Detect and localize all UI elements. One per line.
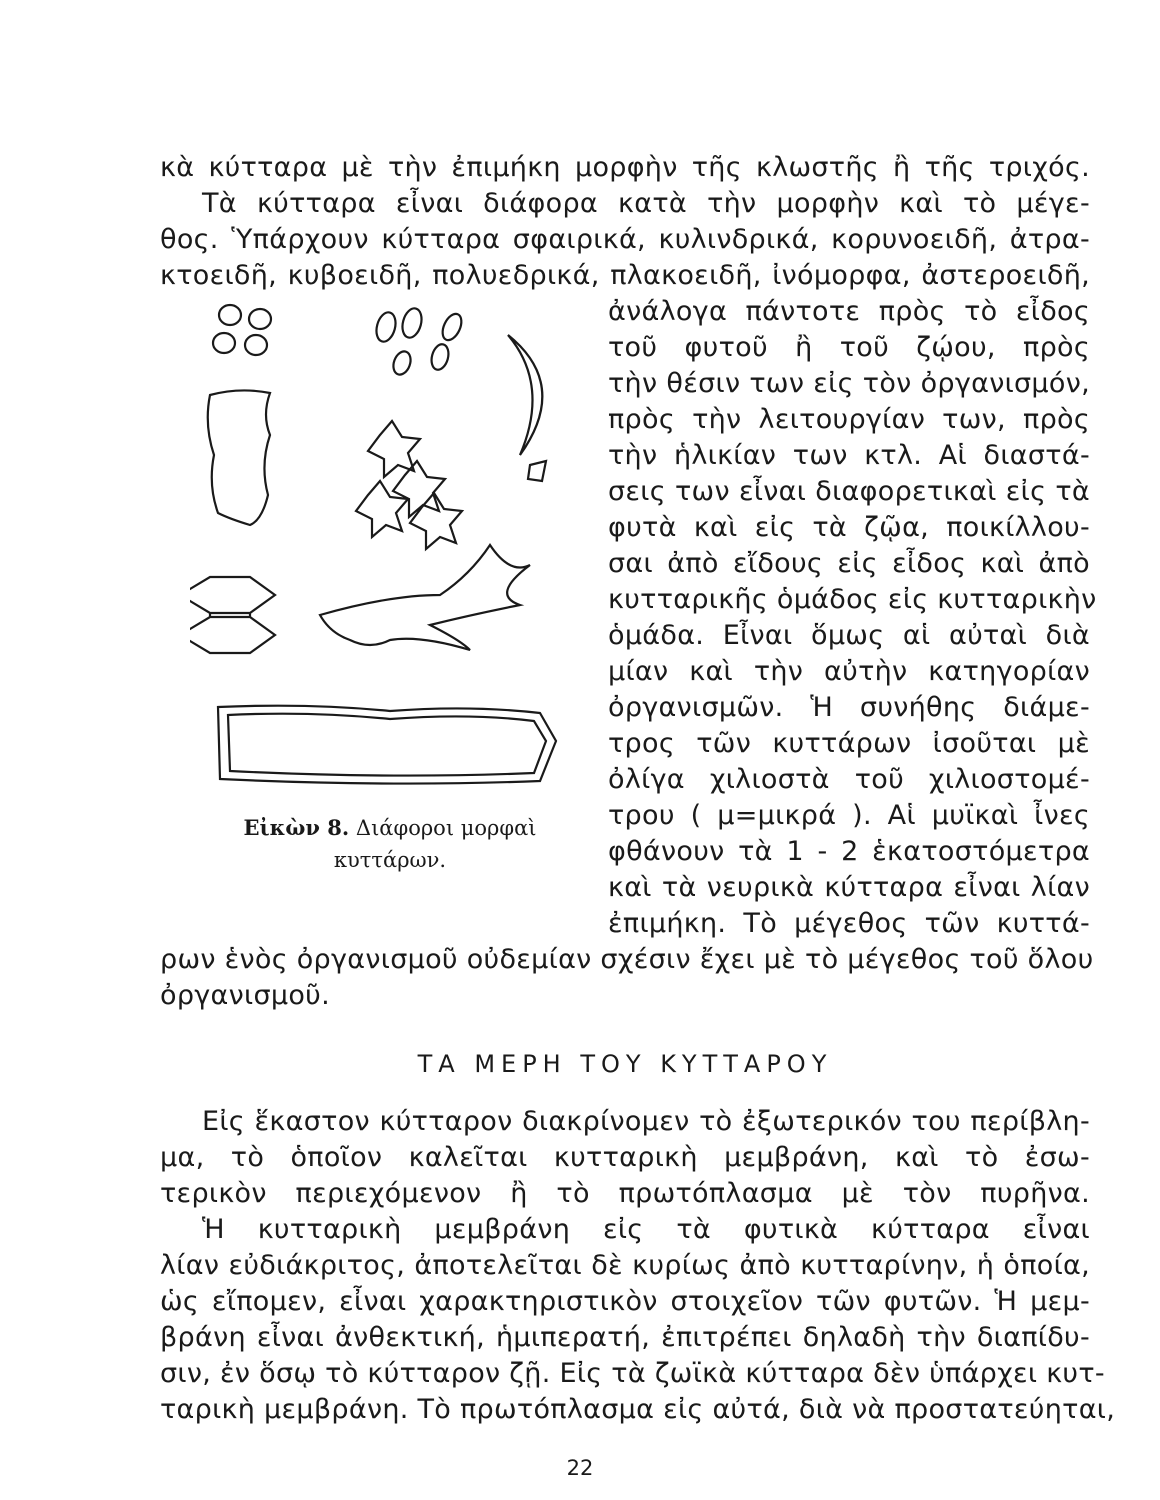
- text-line: θος. Ὑπάρχουν κύτταρα σφαιρικά, κυλινδρικά, κορυνοειδῆ, ἀτρα-: [160, 224, 1090, 255]
- crescent-cell-drawing: [508, 335, 542, 455]
- section-heading: ΤΑ ΜΕΡΗ ΤΟΥ ΚΥΤΤΑΡΟΥ: [417, 1050, 833, 1078]
- text-line: ὡς εἴπομεν, εἶναι χαρακτηριστικὸν στοιχεῖον τῶν φυτῶν. Ἡ μεμ-: [160, 1286, 1090, 1317]
- text-line: τρος τῶν κυττάρων ἰσοῦται μὲ: [608, 728, 1090, 759]
- ovoid-cells-drawing: [373, 306, 465, 377]
- text-line: βράνη εἶναι ἀνθεκτική, ἡμιπερατή, ἐπιτρέπει δηλαδὴ τὴν διαπίδυ-: [160, 1322, 1090, 1353]
- text-line: ἀνάλογα πάντοτε πρὸς τὸ εἶδος: [608, 296, 1090, 327]
- text-line: ταρικὴ μεμβράνη. Τὸ πρωτόπλασμα εἰς αὐτά, διὰ νὰ προστατεύηται,: [160, 1394, 1116, 1425]
- text-line: σιν, ἐν ὅσῳ τὸ κύτταρον ζῇ. Εἰς τὰ ζωϊκὰ κύτταρα δὲν ὑπάρχει κυτ-: [160, 1358, 1105, 1389]
- text-line: κτοειδῆ, κυβοειδῆ, πολυεδρικά, πλακοειδῆ, ἰνόμορφα, ἀστεροειδῆ,: [160, 260, 1090, 291]
- text-line: σεις των εἶναι διαφορετικαὶ εἰς τὰ: [608, 476, 1090, 507]
- text-line: τὴν ἡλικίαν των κτλ. Αἱ διαστά-: [608, 440, 1090, 471]
- text-line: μα, τὸ ὁποῖον καλεῖται κυτταρικὴ μεμβράνη, καὶ τὸ ἐσω-: [160, 1142, 1090, 1173]
- caption-text: Διάφοροι μορφαὶ: [355, 816, 537, 840]
- text-line: τρου ( μ=μικρά ). Αἱ μυϊκαὶ ἶνες: [608, 800, 1090, 831]
- text-line: πρὸς τὴν λειτουργίαν των, πρὸς: [608, 404, 1090, 435]
- caption-label: Εἰκὼν 8.: [243, 815, 350, 840]
- star-cells-drawing: [356, 421, 462, 549]
- spherical-cells-drawing: [213, 305, 271, 355]
- text-line: ὀργανισμοῦ.: [160, 980, 330, 1011]
- text-line: Ἡ κυτταρικὴ μεμβράνη εἰς τὰ φυτικὰ κύτταρα εἶναι: [202, 1214, 1090, 1245]
- page-number: 22: [566, 1456, 594, 1480]
- text-line: Τὰ κύτταρα εἶναι διάφορα κατὰ τὴν μορφὴν καὶ τὸ μέγε-: [202, 188, 1090, 219]
- text-line: λίαν εὐδιάκριτος, ἀποτελεῖται δὲ κυρίως ἀπὸ κυτταρίνην, ἡ ὁποία,: [160, 1250, 1090, 1281]
- figure-caption-line2: κυττάρων.: [333, 848, 447, 872]
- branched-cell-drawing: [320, 545, 530, 650]
- text-line: ὁμάδα. Εἶναι ὅμως αἱ αὐταὶ διὰ: [608, 620, 1090, 651]
- text-line: σαι ἀπὸ εἴδους εἰς εἶδος καὶ ἀπὸ: [608, 548, 1090, 579]
- figure-caption: [210, 812, 570, 844]
- elongated-cell-drawing: [218, 706, 556, 784]
- text-line: φυτὰ καὶ εἰς τὰ ζῷα, ποικίλλου-: [608, 512, 1090, 543]
- wavy-cell-drawing: [208, 390, 270, 525]
- text-line: φθάνουν τὰ 1 - 2 ἑκατοστόμετρα: [608, 836, 1090, 867]
- text-line: ὀλίγα χιλιοστὰ τοῦ χιλιοστομέ-: [608, 764, 1090, 795]
- text-line: μίαν καὶ τὴν αὐτὴν κατηγορίαν: [608, 656, 1090, 687]
- text-line: κὰ κύτταρα μὲ τὴν ἐπιμήκη μορφὴν τῆς κλωστῆς ἢ τῆς τριχός.: [160, 152, 1090, 183]
- small-cell-drawing: [528, 461, 546, 481]
- text-line: ρων ἑνὸς ὀργανισμοῦ οὐδεμίαν σχέσιν ἔχει μὲ τὸ μέγεθος τοῦ ὅλου: [160, 944, 1094, 975]
- text-line: ὀργανισμῶν. Ἡ συνήθης διάμε-: [608, 692, 1090, 723]
- text-line: κυτταρικῆς ὁμάδος εἰς κυτταρικὴν: [608, 584, 1097, 615]
- polygon-cells-drawing: [190, 577, 275, 653]
- text-line: ἐπιμήκη. Τὸ μέγεθος τῶν κυττά-: [608, 908, 1090, 939]
- text-line: τερικὸν περιεχόμενον ἢ τὸ πρωτόπλασμα μὲ τὸν πυρῆνα.: [160, 1178, 1090, 1209]
- text-line: τοῦ φυτοῦ ἢ τοῦ ζῴου, πρὸς: [608, 332, 1090, 363]
- text-line: Εἰς ἕκαστον κύτταρον διακρίνομεν τὸ ἐξωτερικόν του περίβλη-: [202, 1106, 1090, 1137]
- text-line: καὶ τὰ νευρικὰ κύτταρα εἶναι λίαν: [608, 872, 1090, 903]
- text-line: τὴν θέσιν των εἰς τὸν ὀργανισμόν,: [608, 368, 1090, 399]
- cell-shapes-figure: [190, 295, 580, 805]
